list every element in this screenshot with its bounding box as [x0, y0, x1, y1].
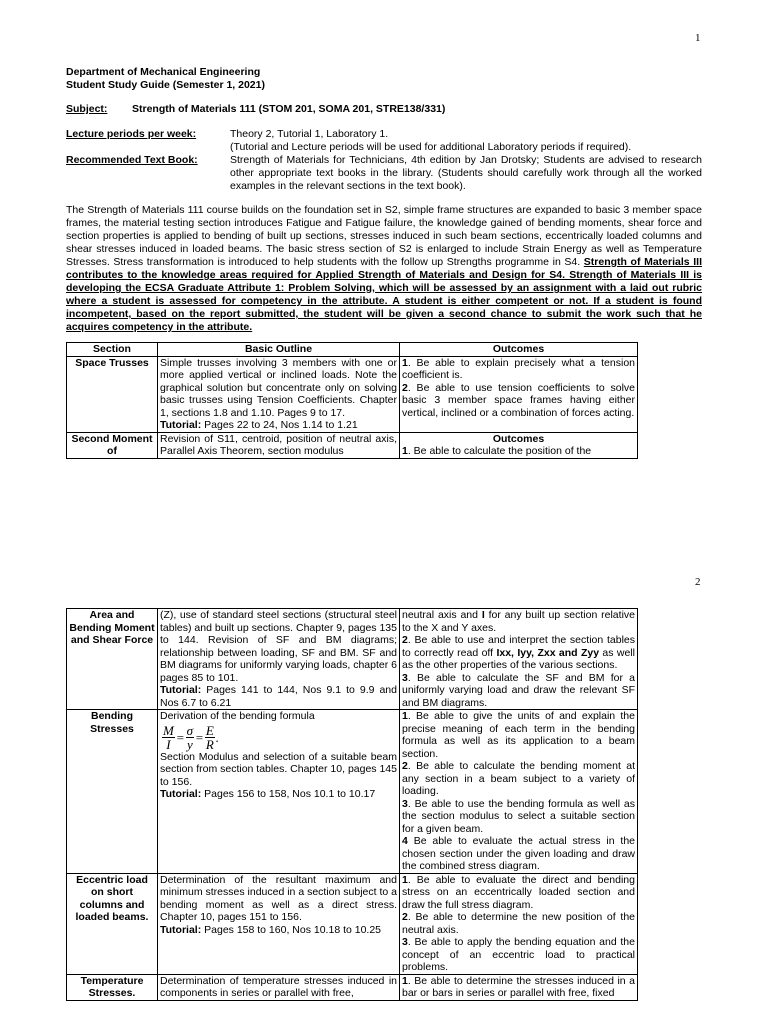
- outcome-number: 1: [402, 974, 408, 987]
- outcome-item: [402, 672, 635, 710]
- basic-outline-text: Section Modulus and selection of a suitable beam section from section tables. Chapter 10, pages 145 to 156.: [160, 750, 397, 788]
- page-number: 1: [695, 32, 701, 44]
- outcome-text: neutral axis and: [402, 609, 482, 621]
- section-second-moment: Second Moment of: [67, 432, 158, 458]
- formula-equals: =: [195, 729, 204, 745]
- outcome-text: . Be able to use tension coefficients to solve basic 3 member space frames having either vertical, inclined or a combination of forces acting.: [402, 381, 635, 419]
- outcome-text: . Be able to give the units of and explain the precise meaning of each term in the bending formula as well as its application to a beam section.: [402, 710, 635, 760]
- outcome-number: 2: [402, 760, 408, 772]
- formula-sigma: σ: [186, 722, 194, 738]
- outcome-number: 1: [402, 710, 408, 722]
- outcome-text: . Be able to evaluate the direct and bending stress on an eccentrically loaded section and draw the full stress diagram.: [402, 873, 635, 911]
- intro-plain-text: The Strength of Materials 111 course builds on the foundation set in S2, simple frame structures are expanded to basic 3 member space frames, the material testing section introduces Fatigue and Fatigue failure, the knowledge gained of bending moments, shear force and section properties is applied to bending of built up sections, stresses induced in such beam sections, eccentrically loaded columns and shear stresses induced in loaded beams. The basic stress section of S2 is enlarged to include Strain Energy as well as Temperature Stresses. Stress transformation is introduced to help students with the follow up Strengths programme in S4.: [66, 204, 702, 268]
- section-bending-stresses: Bending Stresses: [67, 710, 158, 874]
- formula-e: E: [205, 722, 214, 738]
- outcome-item: [402, 975, 635, 1000]
- lecture-periods-value: [230, 128, 702, 154]
- section-area-bending-moment: Area and Bending Moment and Shear Force: [67, 609, 158, 710]
- fraction-2: [186, 724, 194, 751]
- outcome-item: [402, 798, 635, 836]
- outcome-number: 1: [402, 356, 408, 369]
- outcomes-cell: [400, 432, 638, 458]
- outcome-number: 2: [402, 381, 408, 394]
- outcome-text: . Be able to calculate the position of the: [407, 445, 592, 457]
- outcome-text: . Be able to determine the new position of the neutral axis.: [402, 911, 635, 936]
- course-outline-table-continued: [66, 608, 638, 1001]
- text-book-value-wrapper: [230, 154, 702, 193]
- tutorial-text: Pages 22 to 24, Nos 1.14 to 1.21: [201, 419, 358, 431]
- study-guide-title: Student Study Guide (Semester 1, 2021): [66, 79, 265, 91]
- basic-outline-text: (Z), use of standard steel sections (structural steel tables) and built up sections. Chapter 9, pages 135 to 144. Revision of SF and BM diagrams; relationship between loading, SF and BM. SF and BM diagrams for uniformly varying loads, chapter 6 pages 85 to 101.: [160, 609, 397, 684]
- outcomes-cell: [400, 873, 638, 974]
- section-temperature-stresses: Temperature Stresses.: [67, 974, 158, 1000]
- section-eccentric-load: Eccentric load on short columns and loaded beams.: [67, 873, 158, 974]
- table-header-row: [67, 343, 638, 357]
- outcome-item: [402, 760, 635, 798]
- outcome-text: . Be able to use and interpret the section tables to correctly read off: [402, 634, 635, 659]
- lecture-periods-row: [66, 128, 702, 154]
- basic-outline-cell: Determination of temperature stresses induced in components in series or parallel with free,: [158, 974, 400, 1000]
- outcome-number: 3: [402, 671, 408, 684]
- outcomes-subheading: Outcomes: [492, 432, 545, 445]
- header-outcomes: Outcomes: [400, 343, 638, 357]
- lecture-periods-label: Lecture periods per week:: [66, 128, 197, 140]
- table-row: [67, 609, 638, 710]
- formula-i: I: [166, 736, 171, 752]
- outcome-item: [402, 874, 635, 912]
- outcome-item: [402, 609, 635, 634]
- outcome-symbols: Ixx, Iyy, Zxx and Zyy: [496, 646, 600, 659]
- subject-label: Subject:: [66, 103, 108, 115]
- outcome-item: [402, 634, 635, 672]
- text-book-row: [66, 154, 702, 193]
- tutorial-label: Tutorial:: [160, 923, 202, 936]
- table-row: [67, 710, 638, 874]
- header-basic-outline: Basic Outline: [158, 343, 400, 357]
- outcome-number: 2: [402, 634, 408, 646]
- outcome-text: . Be able to calculate the SF and BM for a uniformly varying load and draw the relevant SF and BM diagrams.: [402, 671, 635, 709]
- fraction-3: [205, 724, 215, 751]
- outcome-item: [402, 357, 635, 382]
- outcome-number: 4: [402, 835, 408, 847]
- basic-outline-text: Simple trusses involving 3 members with one or more applied vertical or inclined loads. Note the graphical solution but concentrate only on solving basic trusses using Tension Coefficients. Chapter 1, sections 1.8 and 1.10. Pages 9 to 17.: [160, 356, 397, 419]
- department-name: Department of Mechanical Engineering: [66, 66, 261, 78]
- outcome-text: for any built up section relative to the X and Y axes.: [402, 609, 635, 634]
- intro-bold-text: Strength of Materials III contributes to the knowledge areas required for Applied Strength of Materials and Design for S4. Strength of Materials III is developing the ECSA Graduate Attribute 1: Problem Solving, which will be assessed by an assignment with a laid out rubric where a student is assessed for competency in the attribute. A student is either competent or not. If a student is found incompetent, based on the report submitted, the student will be given a second chance to submit the work such that he acquires competency in the attribute.: [66, 256, 702, 333]
- table-row: [67, 873, 638, 974]
- outcome-number: 2: [402, 911, 408, 923]
- outcome-symbol: I: [481, 609, 485, 621]
- outcomes-cell: [400, 609, 638, 710]
- outcome-item: [402, 835, 635, 873]
- table-row: [67, 356, 638, 432]
- outcome-text: . Be able to explain precisely what a tension coefficient is.: [402, 356, 635, 381]
- subject-value: Strength of Materials 111 (STOM 201, SOMA 201, STRE138/331): [132, 103, 446, 115]
- tutorial-label: Tutorial:: [160, 788, 202, 800]
- table-row: [67, 974, 638, 1000]
- tutorial-label: Tutorial:: [160, 684, 202, 696]
- outcome-item: [402, 445, 635, 458]
- outcomes-cell: [400, 356, 638, 432]
- outcome-number: 3: [402, 936, 408, 948]
- bending-formula: [162, 724, 397, 751]
- outcome-item: [402, 911, 635, 936]
- basic-outline-cell: [158, 356, 400, 432]
- text-book-value: Strength of Materials for Technicians, 4th edition by Jan Drotsky; Students are advised to research other appropriate text books in the library. (Students should carefully work through all the worked examples in the relevant sections in the text book).: [230, 154, 702, 192]
- formula-r: R: [205, 736, 214, 752]
- basic-outline-cell: [158, 609, 400, 710]
- course-introduction: [66, 204, 702, 334]
- formula-equals: =: [175, 729, 185, 745]
- outcome-text: . Be able to calculate the bending moment at any section in a beam subject to a variety of loading.: [402, 760, 635, 797]
- outcome-number: 1: [402, 445, 408, 457]
- basic-outline-text: Determination of the resultant maximum and minimum stresses induced in a section subject to a bending moment as well as a direct stress. Chapter 10, pages 151 to 156.: [160, 873, 397, 923]
- lecture-periods-line-2: (Tutorial and Lecture periods will be used for additional Laboratory periods if required).: [230, 141, 632, 153]
- bending-formula-intro: Derivation of the bending formula: [160, 710, 315, 722]
- header-section: Section: [67, 343, 158, 357]
- lecture-periods-line-1: Theory 2, Tutorial 1, Laboratory 1.: [230, 128, 389, 140]
- formula-m: M: [163, 722, 174, 738]
- outcome-item: [402, 382, 635, 420]
- basic-outline-cell: [158, 710, 400, 874]
- tutorial-label: Tutorial:: [160, 419, 202, 431]
- basic-outline-cell: [158, 873, 400, 974]
- tutorial-text: Pages 141 to 144, Nos 9.1 to 9.9 and Nos 6.7 to 6.21: [160, 684, 397, 709]
- outcome-number: 1: [402, 873, 408, 886]
- formula-period: .: [215, 729, 220, 745]
- outcomes-cell: [400, 974, 638, 1000]
- outcome-text: Be able to evaluate the actual stress in the chosen section under the given loading and draw the combined stress diagram.: [402, 835, 635, 872]
- text-book-label: Recommended Text Book:: [66, 154, 198, 166]
- outcome-number: 3: [402, 797, 408, 810]
- fraction-1: [162, 724, 175, 751]
- basic-outline-cell: Revision of S11, centroid, position of neutral axis, Parallel Axis Theorem, section modulus: [158, 432, 400, 458]
- outcome-item: [402, 936, 635, 974]
- tutorial-text: Pages 156 to 158, Nos 10.1 to 10.17: [201, 788, 376, 800]
- table-row: [67, 432, 638, 458]
- section-space-trusses: Space Trusses: [67, 356, 158, 432]
- formula-y: y: [186, 736, 193, 752]
- document-page-2: [0, 520, 768, 1024]
- tutorial-text: Pages 158 to 160, Nos 10.18 to 10.25: [201, 923, 382, 936]
- document-header: [66, 66, 265, 92]
- outcome-text: . Be able to apply the bending equation and the concept of an eccentric load to practical problems.: [402, 936, 635, 973]
- outcome-text: as well as the other properties of the various sections.: [402, 646, 635, 671]
- subject-line: [66, 103, 445, 115]
- course-outline-table: [66, 342, 638, 459]
- page-number: 2: [695, 576, 701, 588]
- outcome-text: . Be able to use the bending formula as well as the section modulus to select a suitable section for a given beam.: [402, 797, 635, 835]
- outcomes-cell: [400, 710, 638, 874]
- outcome-item: [402, 710, 635, 760]
- outcome-text: . Be able to determine the stresses induced in a bar or bars in series or parallel with free, fixed: [402, 974, 635, 999]
